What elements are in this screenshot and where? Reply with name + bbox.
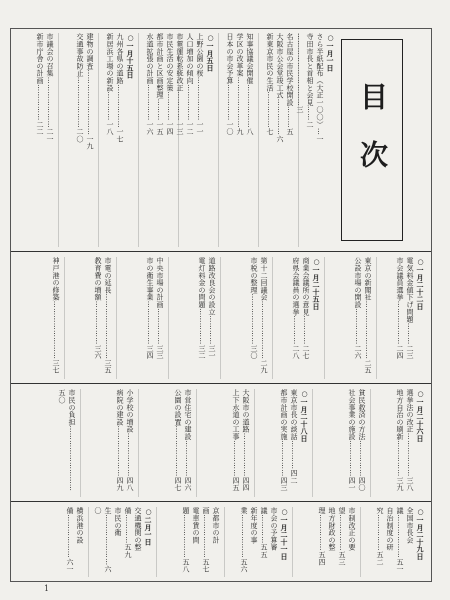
- entry-text: 東京の新聞社……………………二五 公設市場の開設……………二六: [354, 257, 372, 374]
- contents-entry-column: [169, 257, 217, 379]
- entry-text: 中央市場の計画……………三三 市の衛生事業………………三四: [146, 257, 164, 360]
- column-rule: [80, 389, 81, 497]
- contents-band-2: [11, 257, 431, 379]
- column-rule: [376, 257, 377, 379]
- entry-text: 九州各県の道路………………一七 新居浜工場の新設…………一八: [106, 33, 124, 143]
- entry-text: 大阪市の道路………………四四 上下水道の工事……………四五: [232, 389, 250, 492]
- entry-text: 市制改正の要望……………五三 地方財政の整理……………五四: [318, 507, 356, 566]
- entry-text: 京都市の計画………………五七 電車賃の問題………………五八: [182, 507, 220, 573]
- entry-date: ○二月一日: [144, 507, 153, 546]
- column-rule: [196, 389, 197, 497]
- contents-frame: [10, 28, 432, 582]
- entry-date: ○一月二十六日: [416, 389, 425, 443]
- contents-entry-column: [219, 33, 255, 247]
- column-rule: [298, 33, 299, 247]
- entry-date: ○一月十五日: [126, 33, 135, 79]
- entry-text: 名古屋の市民学校開設………五 大阪市公会堂竣工式……………六 新東京市民の生活……………七: [266, 33, 294, 143]
- contents-entry-column: [296, 33, 335, 247]
- entry-date: ○一月二十九日: [416, 507, 425, 561]
- entry-text: 市営住宅の建設……………四六 公園の設置…………………四七: [174, 389, 192, 492]
- column-rule: [272, 257, 273, 379]
- contents-entry-column: [139, 33, 175, 247]
- contents-entry-column: [221, 257, 269, 379]
- divider-3: [11, 501, 431, 502]
- contents-entry-column: [19, 33, 55, 247]
- contents-entry-column: [81, 389, 135, 497]
- entry-text: 電気料金値下げ問題………二三 市会議員選挙………………二四: [396, 257, 414, 360]
- contents-entry-column: [295, 507, 357, 577]
- contents-entry-column: [91, 507, 153, 577]
- column-rule: [292, 507, 293, 577]
- contents-entry-column: [176, 33, 215, 247]
- contents-entry-column: [59, 33, 95, 247]
- contents-entry-column: [139, 389, 193, 497]
- entry-text: 知事協議会開催………………八 学区の改革案…………………九 日本の市会予算……………一〇: [226, 33, 254, 136]
- column-rule: [64, 257, 65, 379]
- column-rule: [98, 33, 99, 247]
- entry-text: 市民生活の安定策…………一四 都市計画と区画整理………一五 水道拡張の計画……………一六: [146, 33, 174, 136]
- entry-text: 交通機関の整備…………五九 市民の衛生…………………六〇: [94, 507, 142, 573]
- column-rule: [312, 389, 313, 497]
- entry-text: 小学校の増設………………四八 病院の建設…………………四九: [116, 389, 134, 492]
- page-number: 1: [44, 584, 50, 593]
- contents-entry-column: [227, 507, 289, 577]
- column-rule: [258, 33, 259, 247]
- entry-text: 貧民救済の方法……………四〇 社会事業の施設……………四一: [348, 389, 366, 492]
- entry-text: 市電の延長………………………三五 教育費の増額………………三六: [94, 257, 112, 374]
- column-rule: [220, 257, 221, 379]
- column-rule: [178, 33, 179, 247]
- entry-text: 市会の予算審議…………五五 新年度の事業………………五六: [240, 507, 278, 573]
- entry-text: 市議会の召集…………………二一 新市庁舎の計画……………二二: [36, 33, 54, 143]
- column-rule: [58, 33, 59, 247]
- entry-text: 選挙法の改正………………三八 地方自治の刷新……………三九: [396, 389, 414, 492]
- entry-text: 商業会議所の意見…………二七 府県会議員の選挙…………二八: [292, 257, 310, 360]
- column-rule: [360, 507, 361, 577]
- column-rule: [116, 257, 117, 379]
- column-rule: [254, 389, 255, 497]
- contents-band-1: [11, 33, 431, 247]
- entry-text: さら半紙配布（大正一〇〇）…一 寺田市長と首相と会見……二 …………………………三: [296, 33, 324, 143]
- column-rule: [224, 507, 225, 577]
- column-rule: [156, 507, 157, 577]
- contents-entry-column: [99, 33, 135, 247]
- contents-entry-column: [325, 257, 373, 379]
- contents-entry-column: [159, 507, 221, 577]
- contents-entry-column: [313, 389, 367, 497]
- contents-entry-column: [23, 389, 77, 497]
- entry-text: 東京市長の談話…………四二 都市計画の実施……………四三: [280, 389, 298, 492]
- contents-entry-column: [273, 257, 321, 379]
- entry-date: ○一月二十五日: [312, 257, 321, 311]
- entry-text: 第十二回議会……………………二九 市税の整理…………………三〇: [250, 257, 268, 374]
- entry-date: ○一月二十二日: [416, 257, 425, 311]
- column-rule: [138, 389, 139, 497]
- contents-entry-column: [363, 507, 425, 577]
- contents-entry-column: [371, 389, 425, 497]
- entry-text: 建物の調査………………………一九 交通事故防止…………………二〇: [76, 33, 94, 150]
- entry-text: 市民の負担………………………五〇: [58, 389, 76, 492]
- entry-date: ○一月二十八日: [300, 389, 309, 443]
- contents-band-3: [11, 389, 431, 497]
- entry-text: 上野公園の桜………………一一 人口増加の傾向……………一二 市電運転系統改正…………一三: [176, 33, 204, 136]
- contents-entry-column: [255, 389, 309, 497]
- entry-text: 全国市長会議………………五一 自治制度の研究……………五二: [376, 507, 414, 573]
- column-rule: [138, 33, 139, 247]
- column-rule: [168, 257, 169, 379]
- page-title: 目次: [341, 39, 403, 241]
- column-rule: [370, 389, 371, 497]
- entry-text: 横浜港の設備………………六一: [66, 507, 84, 573]
- entry-date: ○一月五日: [206, 33, 215, 72]
- column-rule: [218, 33, 219, 247]
- divider-2: [11, 383, 431, 384]
- entry-date: ○一月二十一日: [280, 507, 289, 561]
- page-edge-margin: [433, 29, 445, 581]
- column-rule: [324, 257, 325, 379]
- contents-entry-column: [13, 257, 61, 379]
- contents-entry-column: [23, 507, 85, 577]
- column-rule: [88, 507, 89, 577]
- entry-text: 神戸港の修築……………………三七: [52, 257, 60, 374]
- divider-1: [11, 251, 431, 252]
- contents-entry-column: [197, 389, 251, 497]
- contents-entry-column: [259, 33, 295, 247]
- entry-text: 道路改良会の設立…………三一 電灯料金の問題……………三二: [198, 257, 216, 360]
- entry-date: ○一月一日: [326, 33, 335, 72]
- contents-entry-column: [65, 257, 113, 379]
- contents-entry-column: [377, 257, 425, 379]
- contents-entry-column: [117, 257, 165, 379]
- contents-band-4: [11, 507, 431, 577]
